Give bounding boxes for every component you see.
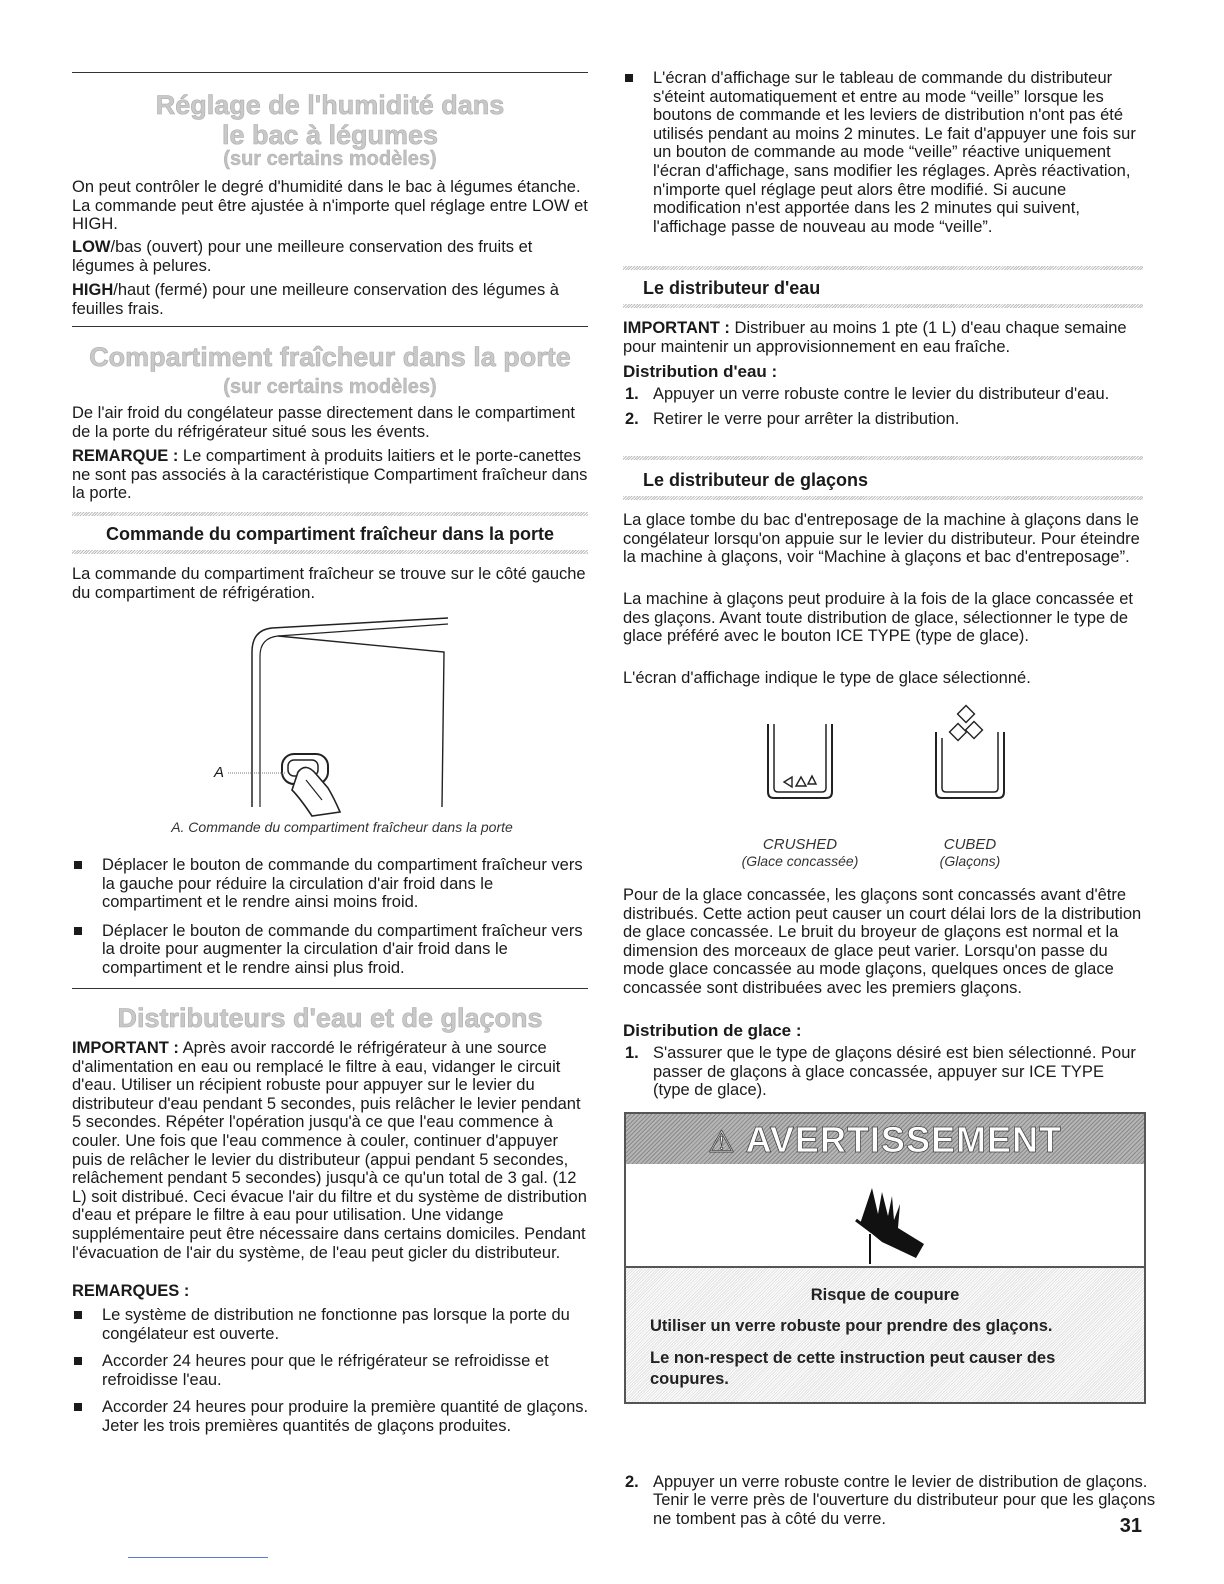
step-text: Retirer le verre pour arrêter la distribution. — [653, 409, 960, 428]
figure-label-a: A — [214, 764, 225, 781]
title-line: le bac à légumes — [221, 120, 439, 150]
list-item: Accorder 24 heures pour que le réfrigérateur se refroidisse et refroidisse l'eau. — [72, 1352, 590, 1389]
important-label: IMPORTANT : — [623, 319, 730, 337]
ice-paragraph-4: Pour de la glace concassée, les glaçons sont concassés avant d'être distribués. Cette action peut causer un court délai lors de la distribution de glace concassée. Le bruit du broyeur de glaçons est normal et la dimension des morceaux de glace peut varier. Lorsqu'on passe du mode glace concassée au mode glaçons, quelques onces de glace concassée sont distribuées avec les premiers glaçons. — [623, 886, 1142, 997]
ice-distribution-subhead: Distribution de glace : — [623, 1021, 802, 1040]
list-item — [623, 385, 1143, 404]
control-location-paragraph: La commande du compartiment fraîcheur se trouve sur le côté gauche du compartiment de réfrigération. — [72, 565, 586, 602]
step-number: 1. — [625, 1044, 639, 1062]
fresh-control-bullets — [72, 856, 590, 978]
warning-triangle-icon: ⚠ — [708, 1126, 736, 1159]
title-line: Réglage de l'humidité dans — [155, 90, 505, 120]
warning-banner-text: AVERTISSEMENT — [745, 1119, 1062, 1160]
section-rule — [72, 988, 588, 989]
water-dispenser-heading: Le distributeur d'eau — [643, 278, 821, 298]
list-item: L'écran d'affichage sur le tableau de commande du distributeur s'éteint automatiquement et entre au mode “veille” lorsque les boutons de commande et les leviers de distribution n'ont pas été utilisés pendant au moins 2 minutes. Le fait d'appuyer une fois sur un bouton de commande au mode “veille” réactive uniquement l'écran d'affichage, sans modifier les réglages. Après réactivation, n'importe quel réglage peut alors être modifié. Si aucune modification n'est apportée dans les 2 minutes qui suivent, l'affichage passe de nouveau au mode “veille”. — [623, 69, 1143, 236]
list-item: Déplacer le bouton de commande du compartiment fraîcheur vers la gauche pour réduire la circulation d'air froid dans le compartiment et le rendre ainsi moins froid. — [72, 856, 590, 912]
subhead-fresh-control: Commande du compartiment fraîcheur dans la porte — [105, 524, 555, 544]
cubed-label: CUBED — [943, 836, 997, 853]
list-item — [623, 1044, 1143, 1100]
important-text: Après avoir raccordé le réfrigérateur à une source d'alimentation en eau ou remplacé le filtre à eau, vidanger le circuit d'eau. Utiliser un récipient robuste pour appuyer sur le levier du distributeur d'eau pendant 5 secondes, puis relâcher le levier pendant 5 secondes. Répéter l'opération jusqu'à ce que l'eau commence à couler. Une fois que l'eau commence à couler, continuer d'appuyer puis de relâcher le levier du distributeur (appui pendant 5 secondes, relâchement pendant 5 secondes) jusqu'à ce qu'un total de 3 gal. (12 L) soit distribué. Ceci évacue l'air du filtre et du système de distribution d'eau et prépare le filtre à eau pour utilisation. Une vidange supplémentaire peut être nécessaire dans certains domiciles. Pendant l'évacuation de l'air du système, de l'eau peut gicler du distributeur. — [72, 1039, 587, 1262]
section-subtitle: (sur certains modèles) — [223, 376, 437, 398]
section-title-fresh-compartment: Compartiment fraîcheur dans la porte — [89, 342, 571, 372]
cubed-sublabel: (Glaçons) — [939, 853, 1001, 869]
step-text: Appuyer un verre robuste contre le levier du distributeur d'eau. — [653, 385, 1110, 403]
water-steps — [623, 385, 1143, 428]
remarques-label: REMARQUES : — [72, 1282, 190, 1300]
cubed-ice-icon — [928, 704, 1012, 804]
low-setting-paragraph — [72, 238, 590, 275]
section-rule — [72, 326, 588, 327]
section-title-humidity — [72, 90, 588, 150]
water-important-paragraph — [623, 319, 1143, 356]
step-text: Appuyer un verre robuste contre le levier de distribution de glaçons. Tenir le verre près de l'ouverture du distributeur pour que les glaçons ne tombent pas à côté du verre. — [653, 1472, 1156, 1528]
section-title-dispensers: Distributeurs d'eau et de glaçons — [117, 1003, 543, 1033]
list-item: Déplacer le bouton de commande du compartiment fraîcheur vers la droite pour augmenter la circulation d'air froid dans le compartiment et le rendre ainsi plus froid. — [72, 922, 590, 978]
figure-caption: A. Commande du compartiment fraîcheur dans la porte — [171, 819, 513, 835]
list-item — [623, 1473, 1173, 1529]
remarque-label: REMARQUE : — [72, 447, 179, 465]
water-distribution-subhead: Distribution d'eau : — [623, 362, 778, 381]
remarques-bullets — [72, 1306, 590, 1436]
important-text: Distribuer au moins 1 pte (1 L) d'eau chaque semaine pour maintenir un approvisionnement en eau fraîche. — [623, 319, 1127, 356]
warning-line-1: Utiliser un verre robuste pour prendre des glaçons. — [650, 1317, 1053, 1335]
list-item: Le système de distribution ne fonctionne pas lorsque la porte du congélateur est ouverte. — [72, 1306, 590, 1343]
ice-paragraph-3: L'écran d'affichage indique le type de glace sélectionné. — [623, 669, 1031, 687]
low-text: /bas (ouvert) pour une meilleure conservation des fruits et légumes à pelures. — [72, 238, 533, 275]
low-label: LOW — [72, 238, 111, 256]
cut-hazard-icon — [838, 1184, 938, 1268]
humidity-paragraph: On peut contrôler le degré d'humidité dans le bac à légumes étanche. La commande peut être ajustée à n'importe quel réglage entre LOW et HIGH. — [72, 178, 588, 234]
crushed-ice-icon — [760, 704, 840, 804]
step-number: 2. — [625, 1472, 639, 1491]
crushed-sublabel: (Glace concassée) — [741, 853, 859, 869]
important-flush-paragraph — [72, 1039, 590, 1262]
section-subtitle: (sur certains modèles) — [223, 148, 437, 170]
footer-rule — [128, 1557, 268, 1558]
page-number: 31 — [1119, 1515, 1142, 1537]
standby-bullet-list — [623, 69, 1143, 236]
step-number: 2. — [625, 409, 639, 428]
ice-paragraph-2: La machine à glaçons peut produire à la fois de la glace concassée et des glaçons. Avant toute distribution de glace, sélectionner le type de glace préféré avec le bouton ICE TYPE (type de glace). — [623, 590, 1133, 646]
high-text: /haut (fermé) pour une meilleure conservation des légumes à feuilles frais. — [72, 281, 559, 318]
hatch-divider — [623, 304, 1143, 308]
crushed-label: CRUSHED — [762, 836, 838, 853]
list-item: Accorder 24 heures pour produire la première quantité de glaçons. Jeter les trois premières quantités de glaçons produites. — [72, 1398, 590, 1435]
remarque-paragraph — [72, 447, 590, 503]
warning-banner — [626, 1114, 1144, 1164]
step-number: 1. — [625, 385, 639, 403]
hatch-divider — [72, 550, 588, 554]
ice-dispenser-heading: Le distributeur de glaçons — [643, 470, 869, 490]
remarque-text: Le compartiment à produits laitiers et le porte-canettes ne sont pas associés à la caractéristique Compartiment fraîcheur dans la porte. — [72, 447, 588, 503]
ice-paragraph-1: La glace tombe du bac d'entreposage de la machine à glaçons dans le congélateur lorsqu'on appuie sur le levier du distributeur. Pour éteindre la machine à glaçons, voir “Machine à glaçons et bac d'entreposage”. — [623, 511, 1140, 567]
section-rule — [72, 72, 588, 73]
warning-line-2: Le non-respect de cette instruction peut causer des coupures. — [650, 1349, 1056, 1388]
important-label: IMPORTANT : — [72, 1039, 179, 1057]
hatch-divider — [623, 266, 1143, 270]
hatch-divider — [72, 512, 588, 516]
list-item — [623, 410, 1143, 429]
fresh-compartment-illustration — [200, 612, 460, 822]
high-setting-paragraph — [72, 281, 590, 318]
hatch-divider — [623, 496, 1143, 500]
fresh-air-paragraph: De l'air froid du congélateur passe directement dans le compartiment de la porte du réfrigérateur situé sous les évents. — [72, 404, 575, 441]
hatch-divider — [623, 456, 1143, 460]
warning-text-area — [626, 1266, 1144, 1402]
step-text: S'assurer que le type de glaçons désiré est bien sélectionné. Pour passer de glaçons à glace concassée, appuyer sur ICE TYPE (type de glace). — [653, 1044, 1136, 1100]
high-label: HIGH — [72, 281, 114, 299]
warning-box — [624, 1112, 1146, 1404]
warning-risk: Risque de coupure — [810, 1286, 960, 1304]
